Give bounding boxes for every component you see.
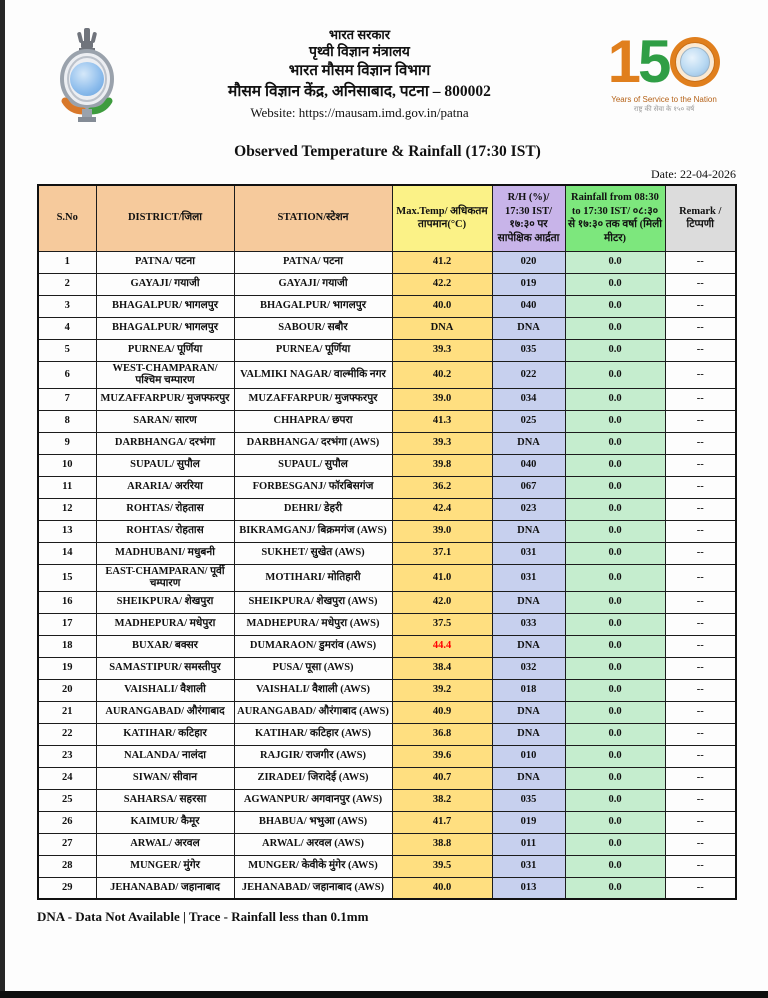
masthead [37, 24, 738, 131]
cell-sno: 8 [38, 410, 96, 432]
cell-district: ARWAL/ अरवल [96, 833, 234, 855]
col-header-remark: Remark / टिप्पणी [665, 185, 736, 251]
cell-district: VAISHALI/ वैशाली [96, 679, 234, 701]
cell-station: MADHEPURA/ मधेपुरा (AWS) [234, 613, 392, 635]
cell-district: SUPAUL/ सुपौल [96, 454, 234, 476]
cell-station: VALMIKI NAGAR/ वाल्मीकि नगर [234, 361, 392, 388]
cell-district: WEST-CHAMPARAN/ पश्चिम चम्पारण [96, 361, 234, 388]
cell-sno: 1 [38, 251, 96, 273]
table-row [38, 454, 736, 476]
page-content [5, 0, 768, 925]
cell-rh: DNA [492, 317, 565, 339]
table-row [38, 723, 736, 745]
cell-remark: -- [665, 657, 736, 679]
cell-sno: 11 [38, 476, 96, 498]
cell-rh: DNA [492, 701, 565, 723]
table-row [38, 542, 736, 564]
cell-rainfall: 0.0 [565, 833, 665, 855]
cell-rh: 035 [492, 789, 565, 811]
col-header-rh: R/H (%)/ 17:30 IST/ १७:३० पर सापेक्षिक आर्द्रता [492, 185, 565, 251]
table-row [38, 833, 736, 855]
cell-station: MUNGER/ केवीके मुंगेर (AWS) [234, 855, 392, 877]
table-row [38, 701, 736, 723]
cell-max-temp: 41.0 [392, 564, 492, 591]
cell-remark: -- [665, 855, 736, 877]
table-row [38, 613, 736, 635]
cell-district: MADHEPURA/ मधेपुरा [96, 613, 234, 635]
col-header-rainfall: Rainfall from 08:30 to 17:30 IST/ ०८:३० से १७:३० तक वर्षा (मिली मीटर) [565, 185, 665, 251]
cell-remark: -- [665, 789, 736, 811]
cell-max-temp: 37.5 [392, 613, 492, 635]
cell-rainfall: 0.0 [565, 679, 665, 701]
cell-rh: 020 [492, 251, 565, 273]
cell-station: PURNEA/ पूर्णिया [234, 339, 392, 361]
cell-rainfall: 0.0 [565, 855, 665, 877]
cell-max-temp: 39.6 [392, 745, 492, 767]
cell-rh: 010 [492, 745, 565, 767]
cell-sno: 27 [38, 833, 96, 855]
cell-district: JEHANABAD/ जहानाबाद [96, 877, 234, 899]
cell-district: KAIMUR/ कैमूर [96, 811, 234, 833]
table-row [38, 767, 736, 789]
cell-max-temp: 44.4 [392, 635, 492, 657]
cell-district: NALANDA/ नालंदा [96, 745, 234, 767]
cell-district: ROHTAS/ रोहतास [96, 520, 234, 542]
cell-rh: 031 [492, 542, 565, 564]
cell-station: BHABUA/ भभुआ (AWS) [234, 811, 392, 833]
cell-district: SIWAN/ सीवान [96, 767, 234, 789]
cell-rainfall: 0.0 [565, 723, 665, 745]
cell-rh: 011 [492, 833, 565, 855]
anniversary-tagline-hindi: राष्ट्र की सेवा के १५० वर्ष [633, 106, 695, 113]
cell-remark: -- [665, 498, 736, 520]
org-line-centre-address: मौसम विज्ञान केंद्र, अनिसाबाद, पटना – 800002 [228, 82, 491, 100]
cell-district: SHEIKPURA/ शेखपुरा [96, 591, 234, 613]
cell-rh: DNA [492, 767, 565, 789]
cell-district: SAMASTIPUR/ समस्तीपुर [96, 657, 234, 679]
cell-rh: 040 [492, 295, 565, 317]
org-line-department: भारत मौसम विज्ञान विभाग [288, 63, 431, 80]
cell-sno: 29 [38, 877, 96, 899]
cell-station: SABOUR/ सबौर [234, 317, 392, 339]
digit-five: 5 [638, 28, 669, 95]
report-date: Date: 22-04-2026 [651, 167, 736, 181]
cell-sno: 12 [38, 498, 96, 520]
cell-rh: DNA [492, 635, 565, 657]
cell-max-temp: 39.3 [392, 432, 492, 454]
table-row [38, 657, 736, 679]
cell-remark: -- [665, 361, 736, 388]
cell-max-temp: 42.0 [392, 591, 492, 613]
cell-sno: 20 [38, 679, 96, 701]
cell-rainfall: 0.0 [565, 811, 665, 833]
cell-station: AGWANPUR/ अगवानपुर (AWS) [234, 789, 392, 811]
table-header-row [38, 185, 736, 251]
cell-remark: -- [665, 613, 736, 635]
cell-station: DUMARAON/ डुमरांव (AWS) [234, 635, 392, 657]
table-row [38, 591, 736, 613]
cell-max-temp: 39.0 [392, 388, 492, 410]
cell-remark: -- [665, 635, 736, 657]
cell-rainfall: 0.0 [565, 564, 665, 591]
cell-rainfall: 0.0 [565, 657, 665, 679]
cell-rh: 019 [492, 811, 565, 833]
cell-rainfall: 0.0 [565, 701, 665, 723]
website-url: Website: https://mausam.imd.gov.in/patna [250, 104, 469, 120]
table-row [38, 361, 736, 388]
cell-sno: 24 [38, 767, 96, 789]
cell-rh: 040 [492, 454, 565, 476]
cell-station: RAJGIR/ राजगीर (AWS) [234, 745, 392, 767]
cell-rh: 067 [492, 476, 565, 498]
cell-district: MUNGER/ मुंगेर [96, 855, 234, 877]
cell-max-temp: 37.1 [392, 542, 492, 564]
imd-150-years-logo [590, 24, 738, 114]
cell-remark: -- [665, 745, 736, 767]
anniversary-tagline: Years of Service to the Nation [611, 95, 717, 104]
cell-station: CHHAPRA/ छपरा [234, 410, 392, 432]
cell-max-temp: 40.7 [392, 767, 492, 789]
cell-district: SARAN/ सारण [96, 410, 234, 432]
cell-station: SUPAUL/ सुपौल [234, 454, 392, 476]
cell-rh: DNA [492, 520, 565, 542]
organization-header [129, 24, 590, 122]
cell-remark: -- [665, 564, 736, 591]
cell-rh: 019 [492, 273, 565, 295]
cell-sno: 14 [38, 542, 96, 564]
cell-station: GAYAJI/ गयाजी [234, 273, 392, 295]
org-line-ministry: पृथ्वी विज्ञान मंत्रालय [309, 44, 410, 60]
zero-globe-seal-icon [670, 37, 720, 87]
cell-remark: -- [665, 767, 736, 789]
cell-district: MADHUBANI/ मधुबनी [96, 542, 234, 564]
cell-sno: 5 [38, 339, 96, 361]
cell-rainfall: 0.0 [565, 432, 665, 454]
cell-remark: -- [665, 723, 736, 745]
cell-station: PATNA/ पटना [234, 251, 392, 273]
cell-max-temp: 40.0 [392, 295, 492, 317]
cell-district: MUZAFFARPUR/ मुजफ्फरपुर [96, 388, 234, 410]
cell-district: PURNEA/ पूर्णिया [96, 339, 234, 361]
col-header-sno: S.No [38, 185, 96, 251]
org-line-govt: भारत सरकार [328, 27, 391, 42]
cell-rainfall: 0.0 [565, 273, 665, 295]
cell-district: SAHARSA/ सहरसा [96, 789, 234, 811]
table-row [38, 679, 736, 701]
cell-station: MOTIHARI/ मोतिहारी [234, 564, 392, 591]
cell-district: ARARIA/ अररिया [96, 476, 234, 498]
table-row [38, 295, 736, 317]
cell-district: ROHTAS/ रोहतास [96, 498, 234, 520]
cell-rainfall: 0.0 [565, 498, 665, 520]
cell-rainfall: 0.0 [565, 410, 665, 432]
cell-rainfall: 0.0 [565, 767, 665, 789]
cell-district: EAST-CHAMPARAN/ पूर्वी चम्पारण [96, 564, 234, 591]
cell-remark: -- [665, 591, 736, 613]
cell-remark: -- [665, 833, 736, 855]
cell-max-temp: 38.4 [392, 657, 492, 679]
table-row [38, 410, 736, 432]
cell-district: KATIHAR/ कटिहार [96, 723, 234, 745]
cell-rainfall: 0.0 [565, 613, 665, 635]
cell-station: PUSA/ पूसा (AWS) [234, 657, 392, 679]
cell-rh: DNA [492, 591, 565, 613]
cell-rainfall: 0.0 [565, 317, 665, 339]
cell-station: MUZAFFARPUR/ मुजफ्फरपुर [234, 388, 392, 410]
cell-max-temp: 39.5 [392, 855, 492, 877]
imd-emblem-icon [51, 26, 123, 126]
cell-sno: 13 [38, 520, 96, 542]
cell-rh: 032 [492, 657, 565, 679]
cell-sno: 16 [38, 591, 96, 613]
table-row [38, 877, 736, 899]
cell-sno: 19 [38, 657, 96, 679]
cell-rh: 013 [492, 877, 565, 899]
cell-remark: -- [665, 454, 736, 476]
table-row [38, 251, 736, 273]
cell-station: VAISHALI/ वैशाली (AWS) [234, 679, 392, 701]
table-row [38, 564, 736, 591]
cell-rainfall: 0.0 [565, 251, 665, 273]
cell-remark: -- [665, 877, 736, 899]
cell-sno: 21 [38, 701, 96, 723]
cell-station: SUKHET/ सुखेत (AWS) [234, 542, 392, 564]
cell-rh: 023 [492, 498, 565, 520]
col-header-station: STATION/स्टेशन [234, 185, 392, 251]
cell-rh: 025 [492, 410, 565, 432]
imd-emblem-logo [37, 24, 129, 131]
cell-max-temp: 41.3 [392, 410, 492, 432]
cell-remark: -- [665, 251, 736, 273]
table-row [38, 476, 736, 498]
cell-station: AURANGABAD/ औरंगाबाद (AWS) [234, 701, 392, 723]
table-row [38, 855, 736, 877]
cell-max-temp: 40.9 [392, 701, 492, 723]
cell-station: SHEIKPURA/ शेखपुरा (AWS) [234, 591, 392, 613]
cell-max-temp: 42.4 [392, 498, 492, 520]
cell-max-temp: 36.2 [392, 476, 492, 498]
cell-sno: 18 [38, 635, 96, 657]
cell-max-temp: 40.0 [392, 877, 492, 899]
cell-remark: -- [665, 701, 736, 723]
scan-edge-bottom [0, 991, 768, 998]
table-row [38, 789, 736, 811]
cell-sno: 26 [38, 811, 96, 833]
cell-rainfall: 0.0 [565, 789, 665, 811]
cell-rainfall: 0.0 [565, 476, 665, 498]
cell-sno: 3 [38, 295, 96, 317]
cell-district: AURANGABAD/ औरंगाबाद [96, 701, 234, 723]
cell-remark: -- [665, 410, 736, 432]
cell-rh: DNA [492, 723, 565, 745]
table-row [38, 520, 736, 542]
table-row [38, 339, 736, 361]
table-row [38, 745, 736, 767]
cell-sno: 2 [38, 273, 96, 295]
cell-max-temp: 39.2 [392, 679, 492, 701]
cell-sno: 4 [38, 317, 96, 339]
cell-max-temp: 38.8 [392, 833, 492, 855]
cell-station: DEHRI/ डेहरी [234, 498, 392, 520]
cell-sno: 28 [38, 855, 96, 877]
col-header-max-temp: Max.Temp/ अधिकतम तापमान(°C) [392, 185, 492, 251]
cell-district: DARBHANGA/ दरभंगा [96, 432, 234, 454]
cell-rh: 018 [492, 679, 565, 701]
cell-remark: -- [665, 339, 736, 361]
cell-rainfall: 0.0 [565, 295, 665, 317]
col-header-district: DISTRICT/जिला [96, 185, 234, 251]
cell-rainfall: 0.0 [565, 520, 665, 542]
legend-footnote: DNA - Data Not Available | Trace - Rainfall less than 0.1mm [37, 909, 369, 925]
cell-rh: 033 [492, 613, 565, 635]
cell-remark: -- [665, 476, 736, 498]
cell-rainfall: 0.0 [565, 361, 665, 388]
observation-table [37, 184, 737, 900]
cell-rh: 031 [492, 855, 565, 877]
cell-district: BHAGALPUR/ भागलपुर [96, 295, 234, 317]
cell-district: BHAGALPUR/ भागलपुर [96, 317, 234, 339]
cell-rainfall: 0.0 [565, 339, 665, 361]
cell-max-temp: 41.2 [392, 251, 492, 273]
cell-rainfall: 0.0 [565, 454, 665, 476]
observation-table-body [38, 251, 736, 899]
table-row [38, 317, 736, 339]
table-row [38, 273, 736, 295]
cell-district: GAYAJI/ गयाजी [96, 273, 234, 295]
cell-max-temp: 39.0 [392, 520, 492, 542]
cell-sno: 7 [38, 388, 96, 410]
cell-station: JEHANABAD/ जहानाबाद (AWS) [234, 877, 392, 899]
cell-sno: 9 [38, 432, 96, 454]
cell-sno: 17 [38, 613, 96, 635]
cell-station: ZIRADEI/ जिरादेई (AWS) [234, 767, 392, 789]
table-row [38, 811, 736, 833]
table-row [38, 498, 736, 520]
cell-remark: -- [665, 679, 736, 701]
cell-remark: -- [665, 388, 736, 410]
table-row [38, 432, 736, 454]
cell-sno: 22 [38, 723, 96, 745]
cell-max-temp: 36.8 [392, 723, 492, 745]
digit-one: 1 [607, 28, 638, 95]
cell-station: BIKRAMGANJ/ बिक्रमगंज (AWS) [234, 520, 392, 542]
cell-rainfall: 0.0 [565, 745, 665, 767]
cell-max-temp: 40.2 [392, 361, 492, 388]
cell-remark: -- [665, 542, 736, 564]
cell-sno: 10 [38, 454, 96, 476]
cell-sno: 6 [38, 361, 96, 388]
cell-rainfall: 0.0 [565, 542, 665, 564]
cell-rainfall: 0.0 [565, 388, 665, 410]
cell-station: BHAGALPUR/ भागलपुर [234, 295, 392, 317]
cell-remark: -- [665, 811, 736, 833]
cell-station: DARBHANGA/ दरभंगा (AWS) [234, 432, 392, 454]
cell-sno: 15 [38, 564, 96, 591]
cell-rh: 035 [492, 339, 565, 361]
cell-district: PATNA/ पटना [96, 251, 234, 273]
cell-max-temp: 39.3 [392, 339, 492, 361]
table-row [38, 635, 736, 657]
cell-rainfall: 0.0 [565, 635, 665, 657]
cell-rainfall: 0.0 [565, 877, 665, 899]
cell-remark: -- [665, 317, 736, 339]
cell-max-temp: 39.8 [392, 454, 492, 476]
cell-max-temp: DNA [392, 317, 492, 339]
cell-rh: 034 [492, 388, 565, 410]
cell-rh: 031 [492, 564, 565, 591]
cell-rh: DNA [492, 432, 565, 454]
document-title: Observed Temperature & Rainfall (17:30 IST) [234, 143, 541, 160]
cell-remark: -- [665, 273, 736, 295]
cell-sno: 23 [38, 745, 96, 767]
anniversary-150-digits [590, 28, 738, 95]
cell-rainfall: 0.0 [565, 591, 665, 613]
cell-remark: -- [665, 520, 736, 542]
cell-sno: 25 [38, 789, 96, 811]
cell-remark: -- [665, 432, 736, 454]
cell-station: ARWAL/ अरवल (AWS) [234, 833, 392, 855]
cell-rh: 022 [492, 361, 565, 388]
cell-station: KATIHAR/ कटिहार (AWS) [234, 723, 392, 745]
cell-district: BUXAR/ बक्सर [96, 635, 234, 657]
cell-max-temp: 38.2 [392, 789, 492, 811]
cell-remark: -- [665, 295, 736, 317]
cell-max-temp: 42.2 [392, 273, 492, 295]
cell-max-temp: 41.7 [392, 811, 492, 833]
table-row [38, 388, 736, 410]
cell-station: FORBESGANJ/ फॉरबिसगंज [234, 476, 392, 498]
